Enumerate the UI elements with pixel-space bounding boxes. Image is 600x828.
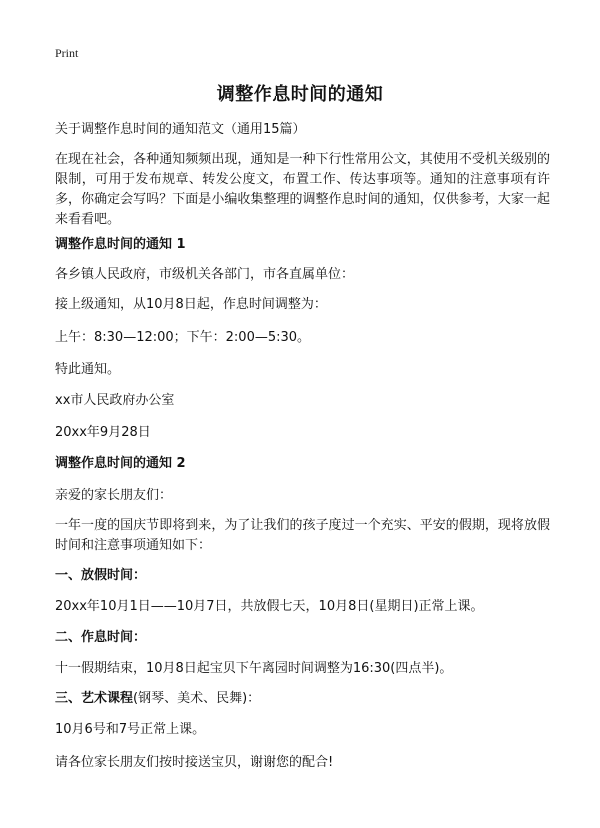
notice1-greeting: 各乡镇人民政府，市级机关各部门，市各直属单位： <box>55 267 355 282</box>
print-link[interactable]: Print <box>55 46 79 60</box>
page-title: 调整作息时间的通知 <box>216 84 384 105</box>
section1-heading: 一、放假时间： <box>55 568 147 583</box>
section3-heading-line <box>55 689 550 709</box>
notice1-schedule: 上午：8:30—12:00；下午：2:00—5:30。 <box>55 330 311 345</box>
notice1-heading: 调整作息时间的通知 1 <box>55 237 186 252</box>
intro-paragraph: 在现在社会，各种通知频频出现，通知是一种下行性常用公文，其使用不受机关级别的限制，可用于发布规章、转发公度文，布置工作、传达事项等。通知的注意事项有许多，你确定会写吗？下面是小编收集整理的调整作息时间的通知，仅供参考，大家一起来看看吧。 <box>55 152 550 227</box>
section3-text: 10月6号和7号正常上课。 <box>55 722 206 737</box>
section3-heading-suffix: (钢琴、美术、民舞)： <box>133 691 261 706</box>
notice2-greeting: 亲爱的家长朋友们： <box>55 488 173 503</box>
section2-text: 十一假期结束，10月8日起宝贝下午离园时间调整为16:30(四点半)。 <box>55 661 453 676</box>
notice2-paragraph: 一年一度的国庆节即将到来，为了让我们的孩子度过一个充实、平安的假期，现将放假时间和注意事项通知如下： <box>55 518 550 553</box>
section2-heading: 二、作息时间： <box>55 630 147 645</box>
subtitle: 关于调整作息时间的通知范文（通用15篇） <box>55 122 306 137</box>
section1-text: 20xx年10月1日——10月7日，共放假七天，10月8日(星期日)正常上课。 <box>55 599 484 614</box>
section3-heading: 三、艺术课程 <box>55 691 134 706</box>
notice1-closing: 特此通知。 <box>55 362 121 377</box>
notice2-closing: 请各位家长朋友们按时接送宝贝，谢谢您的配合! <box>55 755 334 770</box>
notice1-date: 20xx年9月28日 <box>55 425 151 440</box>
notice1-issuer: xx市人民政府办公室 <box>55 393 175 408</box>
notice1-line: 接上级通知，从10月8日起，作息时间调整为： <box>55 297 327 312</box>
notice2-heading: 调整作息时间的通知 2 <box>55 456 186 471</box>
